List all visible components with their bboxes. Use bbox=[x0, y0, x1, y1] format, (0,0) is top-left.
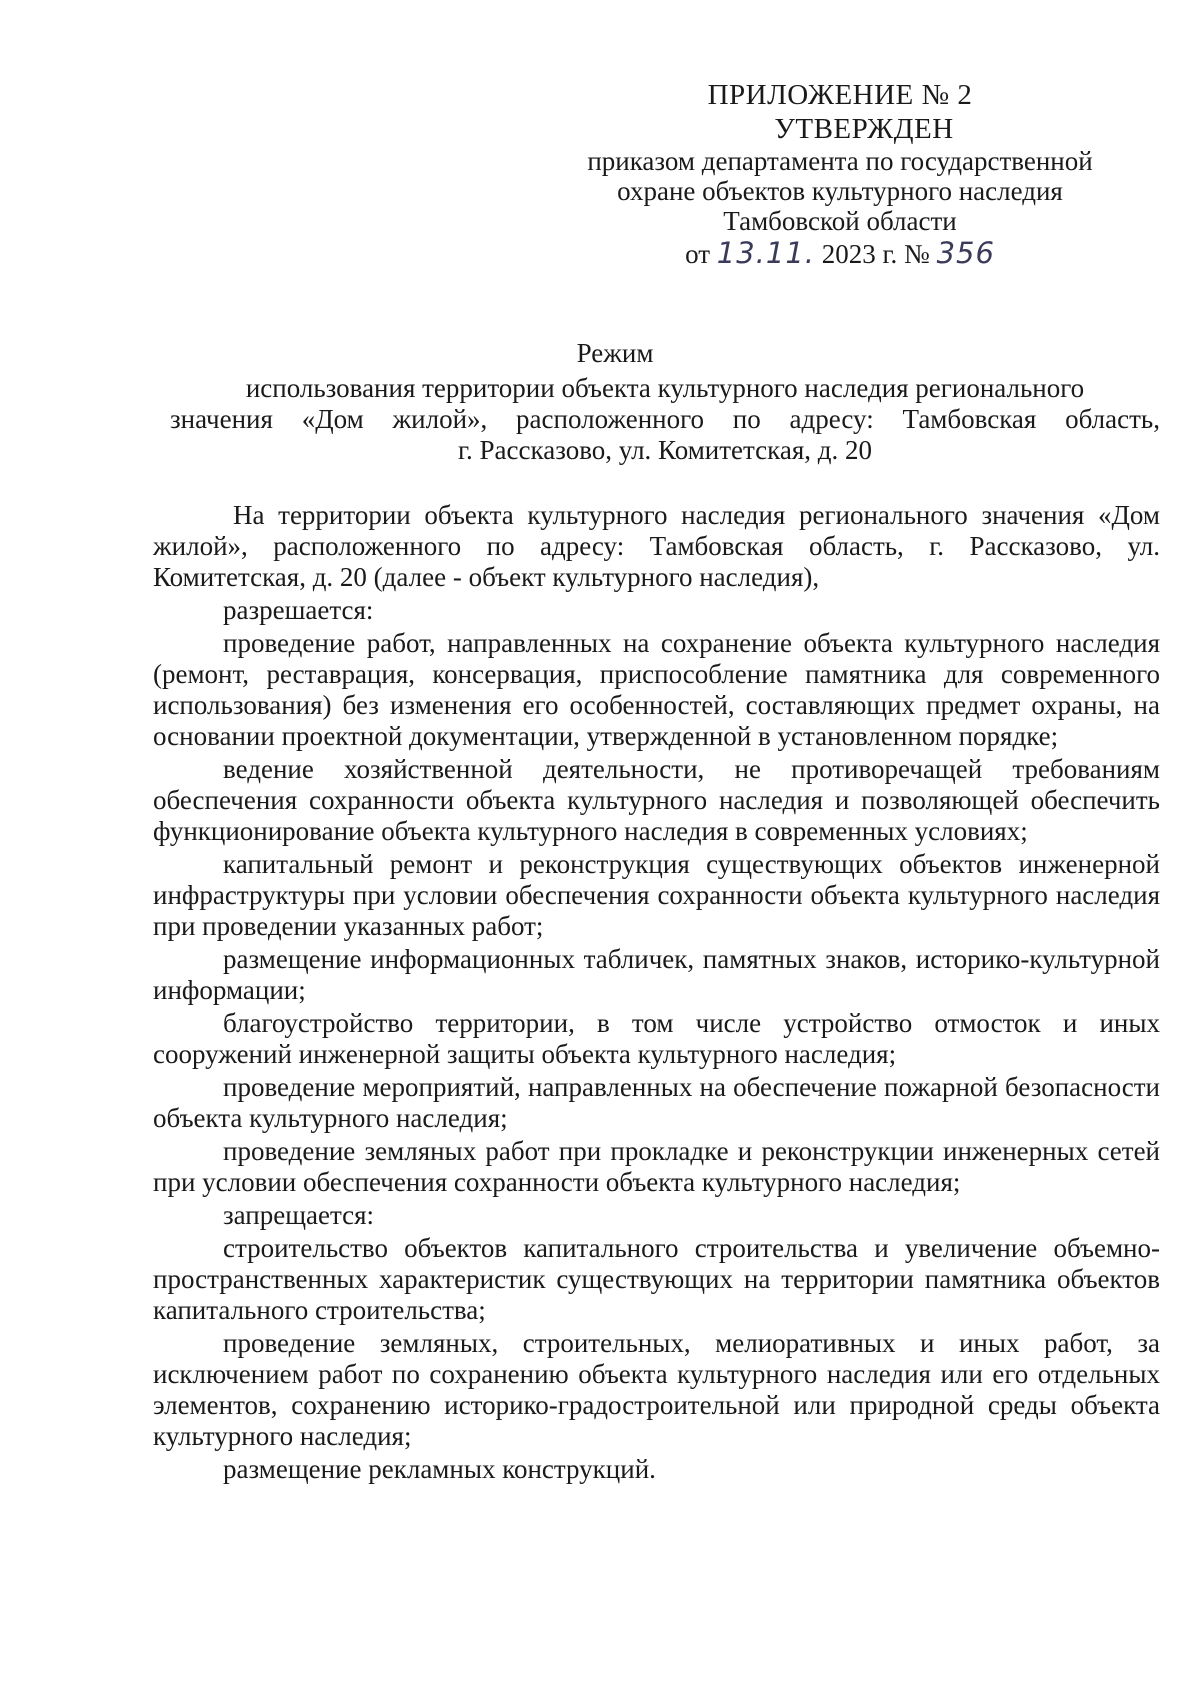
intro-paragraph: На территории объекта культурного наследия регионального значения «Дом жилой», расположенного по адресу: Тамбовская область, г. Рассказово, ул. Комитетская, д. 20 (далее - объект культурного наследия), bbox=[153, 500, 1160, 592]
order-line-3: Тамбовской области bbox=[723, 206, 957, 236]
date-prefix: от bbox=[685, 239, 711, 269]
order-line-1: приказом департамента по государственной bbox=[587, 146, 1093, 176]
approved-stamp-text: УТВЕРЖДЕН bbox=[774, 113, 954, 145]
document-title bbox=[170, 338, 1160, 466]
order-year: 2023 г. bbox=[821, 239, 898, 269]
allowed-item: проведение мероприятий, направленных на обеспечение пожарной безопасности объекта культурного наследия; bbox=[153, 1072, 1160, 1133]
allowed-item: капитальный ремонт и реконструкция существующих объектов инженерной инфраструктуры при условии обеспечения сохранности объекта культурного наследия при проведении указанных работ; bbox=[153, 849, 1160, 941]
allowed-item: ведение хозяйственной деятельности, не противоречащей требованиям обеспечения сохранности объекта культурного наследия и позволяющей обеспечить функционирование объекта культурного наследия в современных условиях; bbox=[153, 754, 1160, 846]
handwritten-date: 13.11. bbox=[716, 236, 816, 270]
allowed-item: благоустройство территории, в том числе устройство отмосток и иных сооружений инженерной защиты объекта культурного наследия; bbox=[153, 1008, 1160, 1069]
title-line-2: значения «Дом жилой», расположенного по адресу: Тамбовская область, bbox=[170, 404, 1160, 434]
document-body bbox=[153, 500, 1160, 1485]
forbidden-item: строительство объектов капитального строительства и увеличение объемно-пространственных характеристик существующих на территории памятника объектов капитального строительства; bbox=[153, 1233, 1160, 1325]
order-line-2: охране объектов культурного наследия bbox=[617, 176, 1063, 206]
order-date-line bbox=[540, 238, 1140, 269]
allowed-item: проведение работ, направленных на сохранение объекта культурного наследия (ремонт, реставрация, консервация, приспособление памятника для современного использования) без изменения его особенностей, составляющих предмет охраны, на основании проектной документации, утвержденной в установленном порядке; bbox=[153, 628, 1160, 751]
forbidden-item: проведение земляных, строительных, мелиоративных и иных работ, за исключением работ по сохранению объекта культурного наследия или его отдельных элементов, сохранению историко-градостроительной или природной среды объекта культурного наследия; bbox=[153, 1328, 1160, 1451]
handwritten-number: 356 bbox=[936, 236, 995, 270]
forbidden-label: запрещается: bbox=[223, 1200, 375, 1230]
allowed-label: разрешается: bbox=[223, 595, 374, 625]
title-line-3: г. Рассказово, ул. Комитетская, д. 20 bbox=[458, 435, 872, 465]
title-line-1: использования территории объекта культурного наследия регионального bbox=[245, 373, 1085, 403]
forbidden-item: размещение рекламных конструкций. bbox=[223, 1454, 656, 1484]
title-word: Режим bbox=[576, 338, 654, 368]
number-sign: № bbox=[904, 239, 930, 269]
allowed-item: размещение информационных табличек, памятных знаков, историко-культурной информации; bbox=[153, 944, 1160, 1005]
approval-block bbox=[540, 78, 1140, 269]
appendix-number: ПРИЛОЖЕНИЕ № 2 bbox=[707, 79, 973, 111]
allowed-item: проведение земляных работ при прокладке и реконструкции инженерных сетей при условии обеспечения сохранности объекта культурного наследия; bbox=[153, 1136, 1160, 1197]
